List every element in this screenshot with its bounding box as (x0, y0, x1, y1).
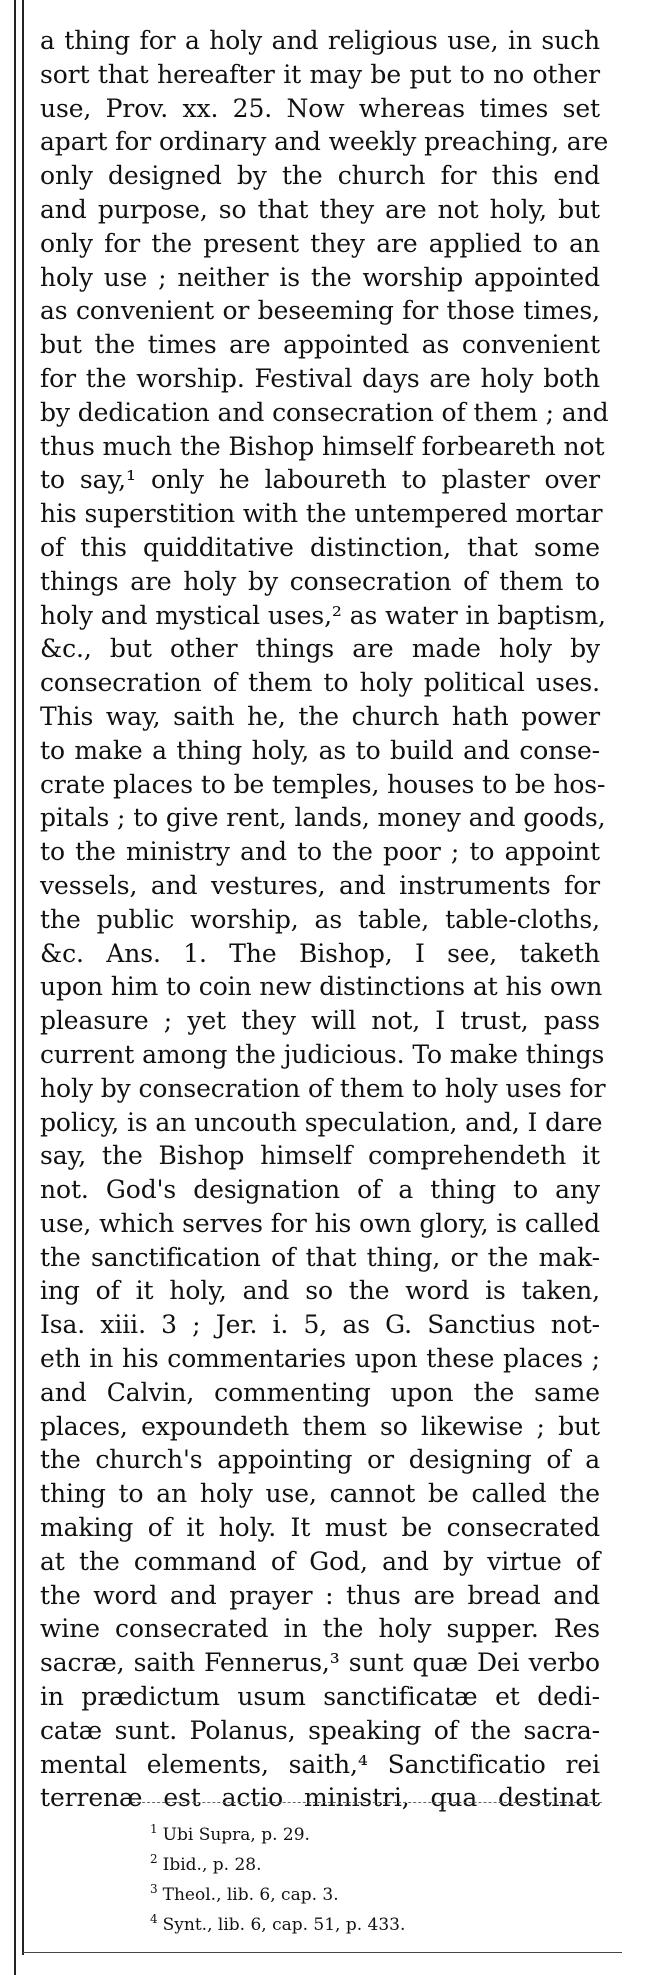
text-line: to the ministry and to the poor ; to appoint (40, 837, 600, 867)
footnote-text: Ibid., p. 28. (162, 1855, 262, 1875)
text-line: holy use ; neither is the worship appointed (40, 262, 600, 292)
text-line: thus much the Bishop himself forbeareth not (40, 431, 605, 461)
text-line: apart for ordinary and weekly preaching, are (40, 127, 609, 157)
footnote (150, 1850, 610, 1880)
text-line: his superstition with the untempered mortar (40, 499, 603, 529)
text-line: crate places to be temples, houses to be hos- (40, 769, 606, 799)
text-line: Isa. xiii. 3 ; Jer. i. 5, as G. Sanctius not- (40, 1310, 600, 1340)
text-line: to say,¹ only he laboureth to plaster over (40, 465, 600, 495)
text-line: &c., but other things are made holy by (40, 634, 600, 664)
footnote-separator (132, 1802, 602, 1803)
text-line: sacræ, saith Fennerus,³ sunt quæ Dei verbo (40, 1648, 600, 1678)
text-line: not. God's designation of a thing to any (40, 1175, 600, 1205)
text-line: terrenæ est actio ministri, qua destinat (40, 1783, 600, 1813)
left-border-rule-outer (14, 0, 16, 1975)
text-line: thing to an holy use, cannot be called the (40, 1479, 600, 1509)
footnote-text: Synt., lib. 6, cap. 51, p. 433. (162, 1915, 406, 1935)
text-line: pleasure ; yet they will not, I trust, pass (40, 1006, 600, 1036)
text-line: use, Prov. xx. 25. Now whereas times set (40, 93, 600, 123)
text-line: places, expoundeth them so likewise ; but (40, 1411, 600, 1441)
left-border-rule-inner (22, 0, 24, 1955)
text-line: at the command of God, and by virtue of (40, 1546, 600, 1576)
text-line: making of it holy. It must be consecrated (40, 1513, 600, 1543)
text-line: the public worship, as table, table-cloths, (40, 904, 600, 934)
text-line: as convenient or beseeming for those times, (40, 296, 600, 326)
text-line: the sanctification of that thing, or the mak- (40, 1242, 600, 1272)
text-line: sort that hereafter it may be put to no other (40, 59, 600, 89)
text-line: to make a thing holy, as to build and conse- (40, 735, 600, 765)
text-line: things are holy by consecration of them to (40, 566, 600, 596)
footnote (150, 1880, 610, 1910)
text-line: the church's appointing or designing of a (40, 1445, 600, 1475)
text-line: say, the Bishop himself comprehendeth it (40, 1141, 600, 1171)
text-line: only for the present they are applied to an (40, 228, 600, 258)
footnote-mark: 2 (150, 1852, 158, 1867)
text-line: the word and prayer : thus are bread and (40, 1580, 600, 1610)
text-line: holy by consecration of them to holy uses for (40, 1073, 606, 1103)
text-line: and Calvin, commenting upon the same (40, 1377, 600, 1407)
footnotes (150, 1820, 610, 1940)
footnote-mark: 3 (150, 1882, 158, 1897)
text-line: current among the judicious. To make things (40, 1039, 605, 1069)
text-line: of this quidditative distinction, that some (40, 532, 600, 562)
text-line: a thing for a holy and religious use, in such (40, 26, 600, 55)
text-line: ing of it holy, and so the word is taken, (40, 1276, 600, 1306)
text-line: only designed by the church for this end (40, 161, 600, 191)
text-line: consecration of them to holy political uses. (40, 668, 600, 698)
footnote-mark: 4 (150, 1912, 158, 1927)
text-line: holy and mystical uses,² as water in baptism, (40, 600, 606, 630)
text-line: in prædictum usum sanctificatæ et dedi- (40, 1682, 600, 1712)
text-line: but the times are appointed as convenient (40, 330, 600, 360)
text-line: vessels, and vestures, and instruments for (40, 870, 600, 900)
footnote-mark: 1 (150, 1822, 158, 1837)
footnote (150, 1820, 610, 1850)
text-line: mental elements, saith,⁴ Sanctificatio rei (40, 1749, 600, 1779)
body-text (40, 24, 609, 1815)
footnote (150, 1910, 610, 1940)
text-line: use, which serves for his own glory, is called (40, 1208, 600, 1238)
text-line: upon him to coin new distinctions at his own (40, 972, 603, 1002)
footnote-text: Theol., lib. 6, cap. 3. (162, 1885, 339, 1905)
bottom-border-rule (22, 1952, 622, 1953)
text-line: &c. Ans. 1. The Bishop, I see, taketh (40, 938, 600, 968)
text-line: wine consecrated in the holy supper. Res (40, 1614, 600, 1644)
text-line: eth in his commentaries upon these places ; (40, 1344, 600, 1374)
text-line: This way, saith he, the church hath power (40, 701, 600, 731)
text-line: and purpose, so that they are not holy, but (40, 194, 600, 224)
footnote-text: Ubi Supra, p. 29. (162, 1825, 310, 1845)
text-line: pitals ; to give rent, lands, money and goods, (40, 803, 606, 833)
text-line: by dedication and consecration of them ; and (40, 397, 609, 427)
text-line: policy, is an uncouth speculation, and, I dare (40, 1107, 603, 1137)
text-line: for the worship. Festival days are holy both (40, 363, 600, 393)
text-line: catæ sunt. Polanus, speaking of the sacra- (40, 1715, 600, 1745)
